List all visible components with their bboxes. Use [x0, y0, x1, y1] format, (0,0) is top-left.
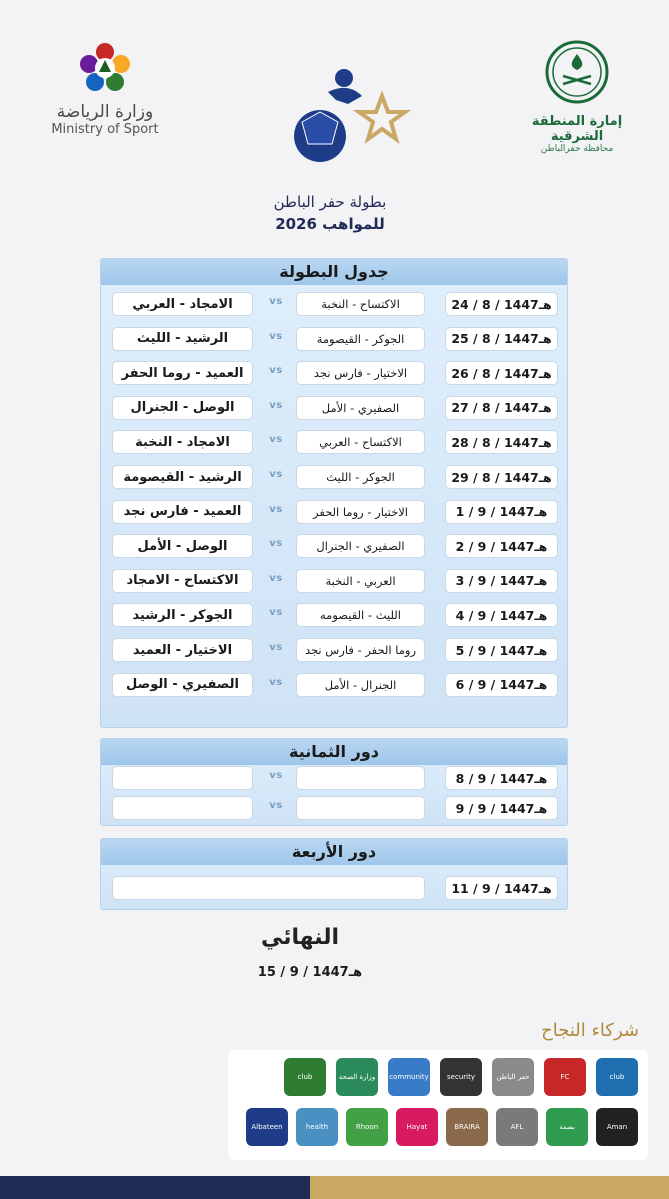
emirate-name: إمارة المنطقة الشرقية [531, 114, 623, 144]
quarter-final-row [108, 766, 558, 790]
team-a: الوصل - الجنرال [112, 396, 253, 420]
footer-bar-gold [310, 1176, 669, 1199]
final-title: النهائي [260, 925, 340, 950]
match-row [108, 465, 558, 489]
partner-logo: Aman [596, 1108, 638, 1146]
quarter-finals-title: دور الثمانية [101, 739, 567, 765]
vs-label: vs [269, 365, 283, 377]
team-b: الاختيار - فارس نجد [296, 361, 425, 385]
match-date: 2 / 9 / 1447هـ [445, 534, 558, 558]
partner-logo: AFL [496, 1108, 538, 1146]
match-row [108, 430, 558, 454]
vs-label: vs [269, 399, 283, 411]
tournament-title: بطولة حفر الباطن [273, 193, 387, 211]
vs-label: vs [269, 296, 283, 307]
partner-logo: Hayat [396, 1108, 438, 1146]
partner-logo: Albateen [246, 1108, 288, 1146]
tournament-logo [262, 52, 422, 192]
match-row [108, 534, 558, 558]
match-date: 26 / 8 / 1447هـ [445, 361, 558, 385]
partner-logo: club [596, 1058, 638, 1096]
team-b: روما الحفر - فارس نجد [296, 638, 425, 662]
vs-label: vs [269, 434, 283, 446]
partner-logo: Rhoon [346, 1108, 388, 1146]
team-a: الوصل - الأمل [112, 534, 253, 558]
match-date: 8 / 9 / 1447هـ [445, 766, 558, 790]
match-date: 25 / 8 / 1447هـ [445, 327, 558, 351]
match-slot-b [296, 796, 425, 820]
partner-logo: FC [544, 1058, 586, 1096]
match-slot-b [296, 766, 425, 790]
team-b: العربي - النخبة [296, 569, 425, 593]
vs-label: vs [269, 538, 283, 550]
team-a: الصفيري - الوصل [112, 673, 253, 697]
team-a: الرشيد - الليث [112, 327, 253, 351]
vs-label: vs [269, 572, 283, 584]
partners-title: شركاء النجاح [541, 1020, 639, 1041]
partner-logo: health [296, 1108, 338, 1146]
match-row [108, 500, 558, 524]
partner-logo: security [440, 1058, 482, 1096]
match-date: 1 / 9 / 1447هـ [445, 500, 558, 524]
team-b: الاختيار - روما الحفر [296, 500, 425, 524]
team-a: العميد - روما الحفر [112, 361, 253, 385]
ministry-of-sport-logo [40, 38, 170, 137]
match-row [108, 396, 558, 420]
partner-logo: community [388, 1058, 430, 1096]
match-row [108, 638, 558, 662]
ministry-name-ar: وزارة الرياضة [56, 102, 154, 122]
vs-label: vs [269, 676, 283, 688]
final-date: 15 / 9 / 1447هـ [257, 965, 363, 980]
team-b: الصفيري - الجنرال [296, 534, 425, 558]
team-b: الاكتساح - النخبة [296, 292, 425, 316]
eastern-province-emirate-logo [522, 40, 632, 154]
match-slot [112, 876, 425, 900]
team-b: الليث - القيصومه [296, 603, 425, 627]
match-row [108, 292, 558, 316]
match-row [108, 569, 558, 593]
team-b: الجنرال - الأمل [296, 673, 425, 697]
team-a: الاختيار - العميد [112, 638, 253, 662]
partner-logo: بصمة [546, 1108, 588, 1146]
match-row [108, 603, 558, 627]
match-slot-a [112, 766, 253, 790]
partner-logo: حفر الباطن [492, 1058, 534, 1096]
semi-finals-title: دور الأربعة [101, 839, 567, 865]
emirate-emblem-icon [545, 40, 609, 104]
team-b: الجوكر - الليث [296, 465, 425, 489]
team-a: الامجاد - النخبة [112, 430, 253, 454]
team-a: الجوكر - الرشيد [112, 603, 253, 627]
partner-logo: وزارة الصحة [336, 1058, 378, 1096]
team-a: العميد - فارس نجد [112, 500, 253, 524]
team-b: الجوكر - القيصومة [296, 327, 425, 351]
match-date: 6 / 9 / 1447هـ [445, 673, 558, 697]
team-a: الامجاد - العربي [112, 292, 253, 316]
vs-label: vs [269, 503, 283, 515]
match-date: 24 / 8 / 1447هـ [445, 292, 558, 316]
team-b: الصفيري - الأمل [296, 396, 425, 420]
match-row [108, 327, 558, 351]
team-a: الاكتساح - الامجاد [112, 569, 253, 593]
match-date: 9 / 9 / 1447هـ [445, 796, 558, 820]
quarter-final-row [108, 796, 558, 820]
match-row [108, 673, 558, 697]
vs-label: vs [269, 469, 283, 480]
vs-label: vs [269, 770, 283, 781]
vs-label: vs [269, 330, 283, 342]
partner-logo: BRAIRA [446, 1108, 488, 1146]
semi-final-row [108, 876, 558, 900]
vs-label: vs [269, 642, 283, 653]
team-a: الرشيد - القيصومة [112, 465, 253, 489]
emirate-sub: محافظة حفرالباطن [540, 144, 614, 154]
match-date: 5 / 9 / 1447هـ [445, 638, 558, 662]
vs-label: vs [269, 800, 283, 811]
match-date: 27 / 8 / 1447هـ [445, 396, 558, 420]
tournament-subtitle: للمواهب 2026 [275, 215, 385, 233]
sport-emblem-icon [75, 38, 135, 98]
partner-logo: club [284, 1058, 326, 1096]
group-stage-title: جدول البطولة [101, 259, 567, 285]
match-slot-a [112, 796, 253, 820]
partners-logos [228, 1050, 648, 1160]
match-row [108, 361, 558, 385]
match-date: 29 / 8 / 1447هـ [445, 465, 558, 489]
team-b: الاكتساح - العربي [296, 430, 425, 454]
match-date: 28 / 8 / 1447هـ [445, 430, 558, 454]
match-date: 4 / 9 / 1447هـ [445, 603, 558, 627]
vs-label: vs [269, 607, 283, 619]
match-date: 3 / 9 / 1447هـ [445, 569, 558, 593]
ministry-name-en: Ministry of Sport [51, 122, 159, 137]
match-date: 11 / 9 / 1447هـ [445, 876, 558, 900]
